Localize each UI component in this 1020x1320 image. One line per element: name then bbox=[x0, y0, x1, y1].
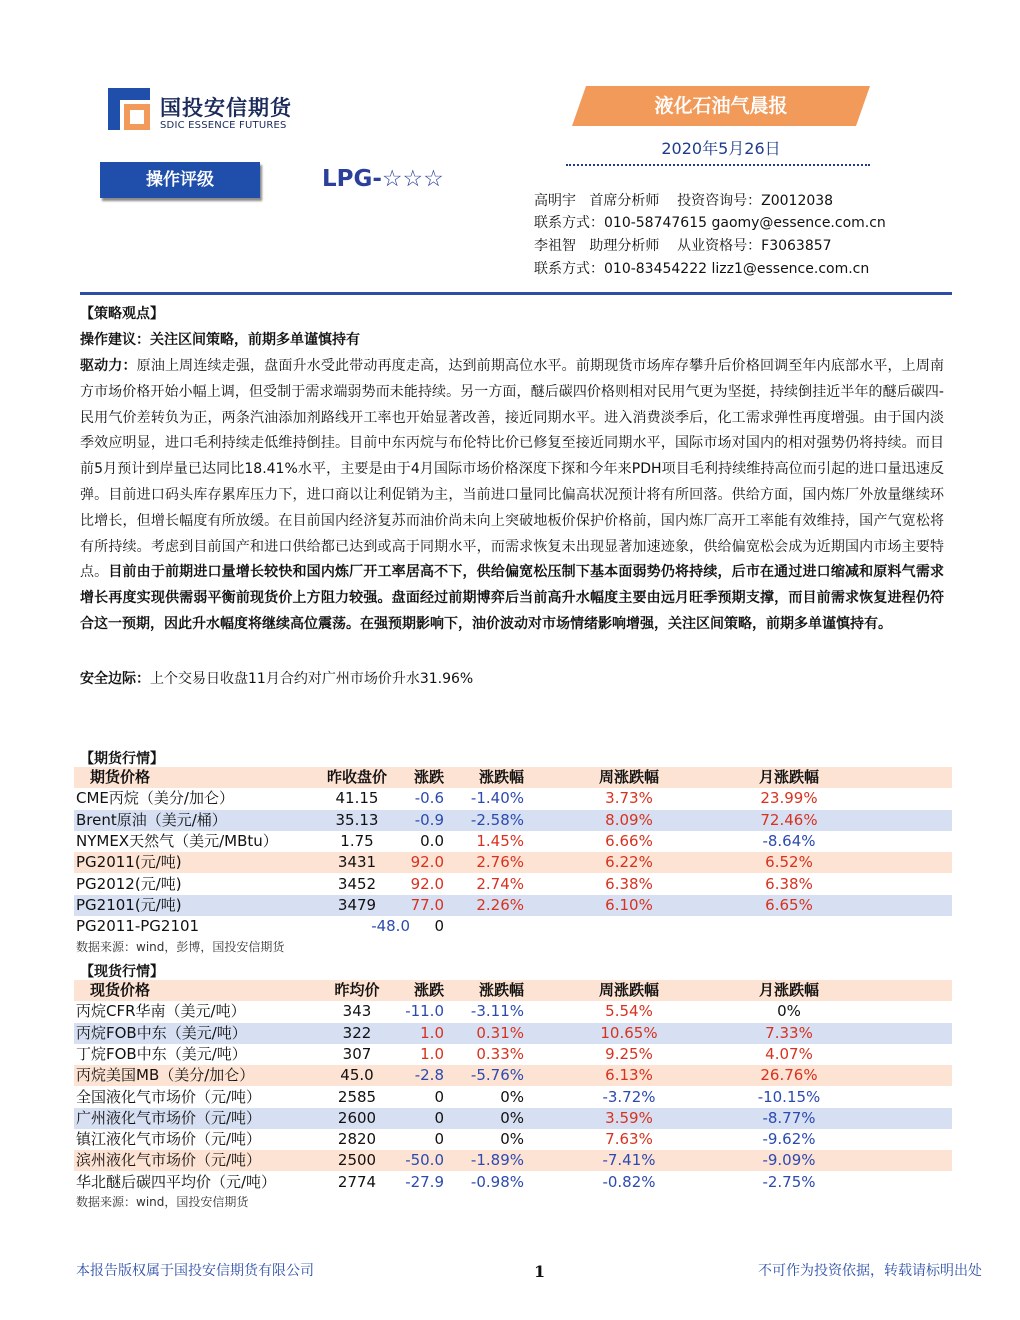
futures-cell-name: PG2011(元/吨) bbox=[76, 853, 182, 872]
spot-cell-pct: 0% bbox=[500, 1130, 524, 1149]
futures-cell-pct: -1.40% bbox=[470, 789, 524, 808]
futures-cell-wk bbox=[574, 916, 684, 937]
spot-cell-chg: 0 bbox=[434, 1108, 444, 1127]
futures-cell-price: 3452 bbox=[337, 874, 377, 893]
futures-cell-name: NYMEX天然气（美元/MBtu） bbox=[76, 831, 278, 850]
spot-cell-chg: 1.0 bbox=[420, 1023, 444, 1042]
spot-cell-wk: -7.41% bbox=[602, 1151, 656, 1170]
spot-heading: 【现货行情】 bbox=[80, 964, 164, 980]
spot-table-row bbox=[74, 1150, 952, 1171]
futures-cell-wk: 3.73% bbox=[605, 789, 653, 808]
futures-cell-price: -48.0 bbox=[371, 917, 410, 936]
futures-cell-name: CME丙烷（美分/加仑） bbox=[76, 789, 234, 808]
analyst-contact-2: 联系方式：010-83454222 lizz1@essence.com.cn bbox=[534, 261, 870, 277]
futures-cell-price: 1.75 bbox=[340, 831, 374, 850]
spot-cell-name: 丙烷美国MB（美分/加仑） bbox=[76, 1066, 255, 1085]
futures-cell-chg: 0.0 bbox=[420, 831, 444, 850]
futures-cell-price: 3479 bbox=[337, 895, 377, 914]
futures-cell-wk: 6.38% bbox=[605, 874, 653, 893]
spot-column-header: 周涨跌幅 bbox=[598, 981, 659, 999]
spot-cell-chg: 0 bbox=[434, 1130, 444, 1149]
spot-cell-price: 307 bbox=[342, 1044, 372, 1063]
futures-cell-mo: 72.46% bbox=[760, 810, 818, 829]
spot-cell-wk: 10.65% bbox=[600, 1023, 658, 1042]
futures-cell-wk: 6.10% bbox=[605, 895, 653, 914]
futures-cell-chg: -0.9 bbox=[414, 810, 444, 829]
driver-text: 原油上周连续走强，盘面升水受此带动再度走高，达到前期高位水平。前期现货市场库存攀升后价格回调至年内底部水平，上周南方市场价格开始小幅上调，但受制于需求端弱势而未能持续。另一方面，醚后碳四价格则相对民用气更为坚挺，持续倒挂近半年的醚后碳四-民用气价差转负为正，两条汽油添加剂路线开工率也开始显著改善，接近同期水平。进入消费淡季后，化工需求弹性再度增强。由于国内淡季效应明显，进口毛利持续走低维持倒挂。目前中东丙烷与布伦特比价已修复至接近同期水平，国际市场对国内的相对强势仍将持续。而目前5月预计到岸量已达同比18.41%水平，主要是由于4月国际市场价格深度下探和今年来PDH项目毛利持续维持高位而引起的进口量迅速反弹。目前进口码头库存累库压力下，进口商以让利促销为主，当前进口量同比偏高状况预计将有所回落。供给方面，国内炼厂外放量继续环比增长，但增长幅度有所放缓。在目前国内经济复苏而油价尚未向上突破地板价保护价格前，国内炼厂高开工率能有效维持，国产气宽松将有所持续。考虑到目前国产和进口供给都已达到或高于同期水平，而需求恢复未出现显著加速迹象，供给偏宽松会成为近期国内市场主要特点。 bbox=[80, 358, 944, 581]
spot-table-row bbox=[74, 1172, 952, 1193]
spot-column-header: 月涨跌幅 bbox=[758, 981, 819, 999]
futures-cell-pct: 2.76% bbox=[476, 853, 524, 872]
dotted-divider bbox=[566, 164, 870, 166]
spot-cell-wk: -0.82% bbox=[602, 1172, 656, 1191]
spot-cell-chg: -50.0 bbox=[405, 1151, 444, 1170]
spot-cell-pct: -5.76% bbox=[470, 1066, 524, 1085]
spot-cell-mo: -9.09% bbox=[762, 1151, 816, 1170]
spot-column-header: 涨跌 bbox=[413, 981, 444, 999]
spot-cell-pct: 0% bbox=[500, 1108, 524, 1127]
analyst-line-1: 高明宇 首席分析师 投资咨询号：Z0012038 bbox=[534, 193, 834, 209]
futures-column-header: 昨收盘价 bbox=[326, 768, 387, 786]
spot-table-row bbox=[74, 1108, 952, 1129]
futures-column-header: 周涨跌幅 bbox=[598, 768, 659, 786]
report-date: 2020年5月26日 bbox=[661, 139, 781, 158]
spot-cell-wk: 7.63% bbox=[605, 1130, 653, 1149]
operation-advice: 操作建议：关注区间策略，前期多单谨慎持有 bbox=[80, 332, 360, 348]
futures-cell-mo: 6.52% bbox=[765, 853, 813, 872]
spot-cell-chg: -2.8 bbox=[414, 1066, 444, 1085]
futures-cell-chg: 0 bbox=[434, 917, 444, 936]
spot-table-row bbox=[74, 1044, 952, 1065]
futures-cell-chg: 77.0 bbox=[410, 895, 444, 914]
spot-cell-name: 镇江液化气市场价（元/吨） bbox=[76, 1130, 262, 1149]
spot-cell-price: 343 bbox=[342, 1002, 372, 1021]
rating-value: LPG-☆☆☆ bbox=[322, 166, 444, 192]
futures-cell-wk: 6.66% bbox=[605, 831, 653, 850]
spot-table-row bbox=[74, 1001, 952, 1022]
spot-cell-name: 丙烷FOB中东（美元/吨） bbox=[76, 1023, 247, 1042]
report-title: 液化石油气晨报 bbox=[654, 95, 788, 117]
futures-cell-mo bbox=[734, 916, 844, 937]
spot-cell-chg: 0 bbox=[434, 1087, 444, 1106]
spot-cell-mo: 4.07% bbox=[765, 1044, 813, 1063]
spot-table-row bbox=[74, 1065, 952, 1086]
spot-cell-mo: -10.15% bbox=[757, 1087, 821, 1106]
futures-header-row bbox=[74, 767, 952, 788]
spot-cell-price: 2774 bbox=[337, 1172, 377, 1191]
driver-conclusion: 目前由于前期进口量增长较快和国内炼厂开工率居高不下，供给偏宽松压制下基本面弱势仍将持续，后市在通过进口缩减和原料气需求增长再度实现供需弱平衡前现货价上方阻力较强。盘面经过前期博弈后当前高升水幅度主要由远月旺季预期支撑，而目前需求恢复进程仍符合这一预期，因此升水幅度将继续高位震荡。在强预期影响下，油价波动对市场情绪影响增强，关注区间策略，前期多单谨慎持有。 bbox=[80, 564, 944, 632]
spot-cell-pct: 0.33% bbox=[476, 1044, 524, 1063]
spot-header-row bbox=[74, 980, 952, 1001]
spot-cell-chg: 1.0 bbox=[420, 1044, 444, 1063]
spot-cell-chg: -11.0 bbox=[405, 1002, 444, 1021]
spot-cell-wk: 5.54% bbox=[605, 1002, 653, 1021]
spot-cell-name: 华北醚后碳四平均价（元/吨） bbox=[76, 1172, 277, 1191]
spot-column-header: 现货价格 bbox=[90, 981, 151, 999]
driver-paragraph bbox=[80, 354, 944, 669]
logo-english-name: SDIC ESSENCE FUTURES bbox=[160, 120, 287, 131]
futures-cell-pct: 1.45% bbox=[476, 831, 524, 850]
futures-column-header: 涨跌 bbox=[413, 768, 444, 786]
futures-cell-wk: 6.22% bbox=[605, 853, 653, 872]
futures-cell-wk: 8.09% bbox=[605, 810, 653, 829]
spot-column-header: 涨跌幅 bbox=[478, 981, 524, 999]
futures-cell-name: PG2011-PG2101 bbox=[76, 917, 200, 936]
spot-table-row bbox=[74, 1023, 952, 1044]
spot-cell-name: 全国液化气市场价（元/吨） bbox=[76, 1087, 262, 1106]
futures-cell-name: PG2012(元/吨) bbox=[76, 874, 182, 893]
safety-text: 上个交易日收盘11月合约对广州市场价升水31.96% bbox=[150, 671, 474, 687]
futures-cell-mo: 6.65% bbox=[765, 895, 813, 914]
futures-table-row bbox=[74, 831, 952, 852]
futures-column-header: 期货价格 bbox=[90, 768, 151, 786]
spot-cell-name: 丙烷CFR华南（美元/吨） bbox=[76, 1002, 246, 1021]
futures-column-header: 涨跌幅 bbox=[478, 768, 524, 786]
futures-table-row bbox=[74, 852, 952, 873]
futures-cell-price: 3431 bbox=[337, 853, 377, 872]
footer-disclaimer: 不可作为投资依据，转载请标明出处 bbox=[758, 1263, 982, 1279]
spot-cell-mo: 26.76% bbox=[760, 1066, 818, 1085]
spot-cell-price: 2500 bbox=[337, 1151, 377, 1170]
futures-cell-chg: -0.6 bbox=[414, 789, 444, 808]
strategy-heading: 【策略观点】 bbox=[80, 306, 164, 322]
spot-cell-wk: 6.13% bbox=[605, 1066, 653, 1085]
spot-cell-wk: 9.25% bbox=[605, 1044, 653, 1063]
futures-table-row bbox=[74, 874, 952, 895]
spot-cell-name: 广州液化气市场价（元/吨） bbox=[76, 1108, 262, 1127]
spot-cell-pct: 0.31% bbox=[476, 1023, 524, 1042]
spot-cell-price: 2600 bbox=[337, 1108, 377, 1127]
futures-cell-pct bbox=[452, 916, 524, 937]
rating-label: 操作评级 bbox=[146, 170, 214, 190]
futures-table-row bbox=[74, 810, 952, 831]
spot-cell-mo: -2.75% bbox=[762, 1172, 816, 1191]
analyst-contact-1: 联系方式：010-58747615 gaomy@essence.com.cn bbox=[534, 215, 886, 231]
spot-cell-mo: 7.33% bbox=[765, 1023, 813, 1042]
futures-cell-price: 35.13 bbox=[335, 810, 379, 829]
spot-cell-price: 2585 bbox=[337, 1087, 377, 1106]
futures-cell-mo: 6.38% bbox=[765, 874, 813, 893]
spot-table-row bbox=[74, 1087, 952, 1108]
analyst-line-2: 李祖智 助理分析师 从业资格号：F3063857 bbox=[534, 238, 832, 254]
footer-copyright: 本报告版权属于国投安信期货有限公司 bbox=[76, 1263, 314, 1279]
spot-cell-wk: -3.72% bbox=[602, 1087, 656, 1106]
spot-cell-wk: 3.59% bbox=[605, 1108, 653, 1127]
spot-cell-mo: 0% bbox=[777, 1002, 801, 1021]
spot-cell-pct: 0% bbox=[500, 1087, 524, 1106]
header-divider bbox=[80, 292, 952, 295]
safety-label: 安全边际： bbox=[80, 671, 150, 687]
spot-cell-price: 45.0 bbox=[340, 1066, 374, 1085]
futures-column-header: 月涨跌幅 bbox=[758, 768, 819, 786]
futures-source: 数据来源：wind，彭博，国投安信期货 bbox=[76, 940, 285, 954]
spot-cell-pct: -3.11% bbox=[470, 1002, 524, 1021]
page-number: 1 bbox=[534, 1262, 546, 1281]
spot-table-row bbox=[74, 1129, 952, 1150]
spot-cell-name: 滨州液化气市场价（元/吨） bbox=[76, 1151, 262, 1170]
futures-cell-mo: 23.99% bbox=[760, 789, 818, 808]
futures-table-row bbox=[74, 916, 952, 937]
futures-cell-name: PG2101(元/吨) bbox=[76, 895, 182, 914]
futures-cell-pct: 2.26% bbox=[476, 895, 524, 914]
safety-margin bbox=[80, 667, 944, 693]
spot-cell-price: 322 bbox=[342, 1023, 372, 1042]
futures-cell-name: Brent原油（美元/桶） bbox=[76, 810, 227, 829]
futures-cell-pct: -2.58% bbox=[470, 810, 524, 829]
futures-cell-chg: 92.0 bbox=[410, 853, 444, 872]
futures-table-row bbox=[74, 788, 952, 809]
spot-cell-mo: -8.77% bbox=[762, 1108, 816, 1127]
company-logo-icon bbox=[106, 86, 152, 132]
spot-cell-name: 丁烷FOB中东（美元/吨） bbox=[76, 1044, 247, 1063]
futures-cell-pct: 2.74% bbox=[476, 874, 524, 893]
futures-heading: 【期货行情】 bbox=[80, 751, 164, 767]
spot-cell-pct: -0.98% bbox=[470, 1172, 524, 1191]
spot-cell-chg: -27.9 bbox=[405, 1172, 444, 1191]
logo-chinese-name: 国投安信期货 bbox=[160, 96, 292, 120]
spot-cell-price: 2820 bbox=[337, 1130, 377, 1149]
spot-column-header: 昨均价 bbox=[334, 981, 380, 999]
futures-cell-price: 41.15 bbox=[335, 789, 379, 808]
futures-cell-chg: 92.0 bbox=[410, 874, 444, 893]
futures-cell-mo: -8.64% bbox=[762, 831, 816, 850]
spot-source: 数据来源：wind，国投安信期货 bbox=[76, 1195, 249, 1209]
spot-cell-mo: -9.62% bbox=[762, 1130, 816, 1149]
futures-table-row bbox=[74, 895, 952, 916]
spot-cell-pct: -1.89% bbox=[470, 1151, 524, 1170]
driver-label: 驱动力： bbox=[80, 358, 137, 374]
